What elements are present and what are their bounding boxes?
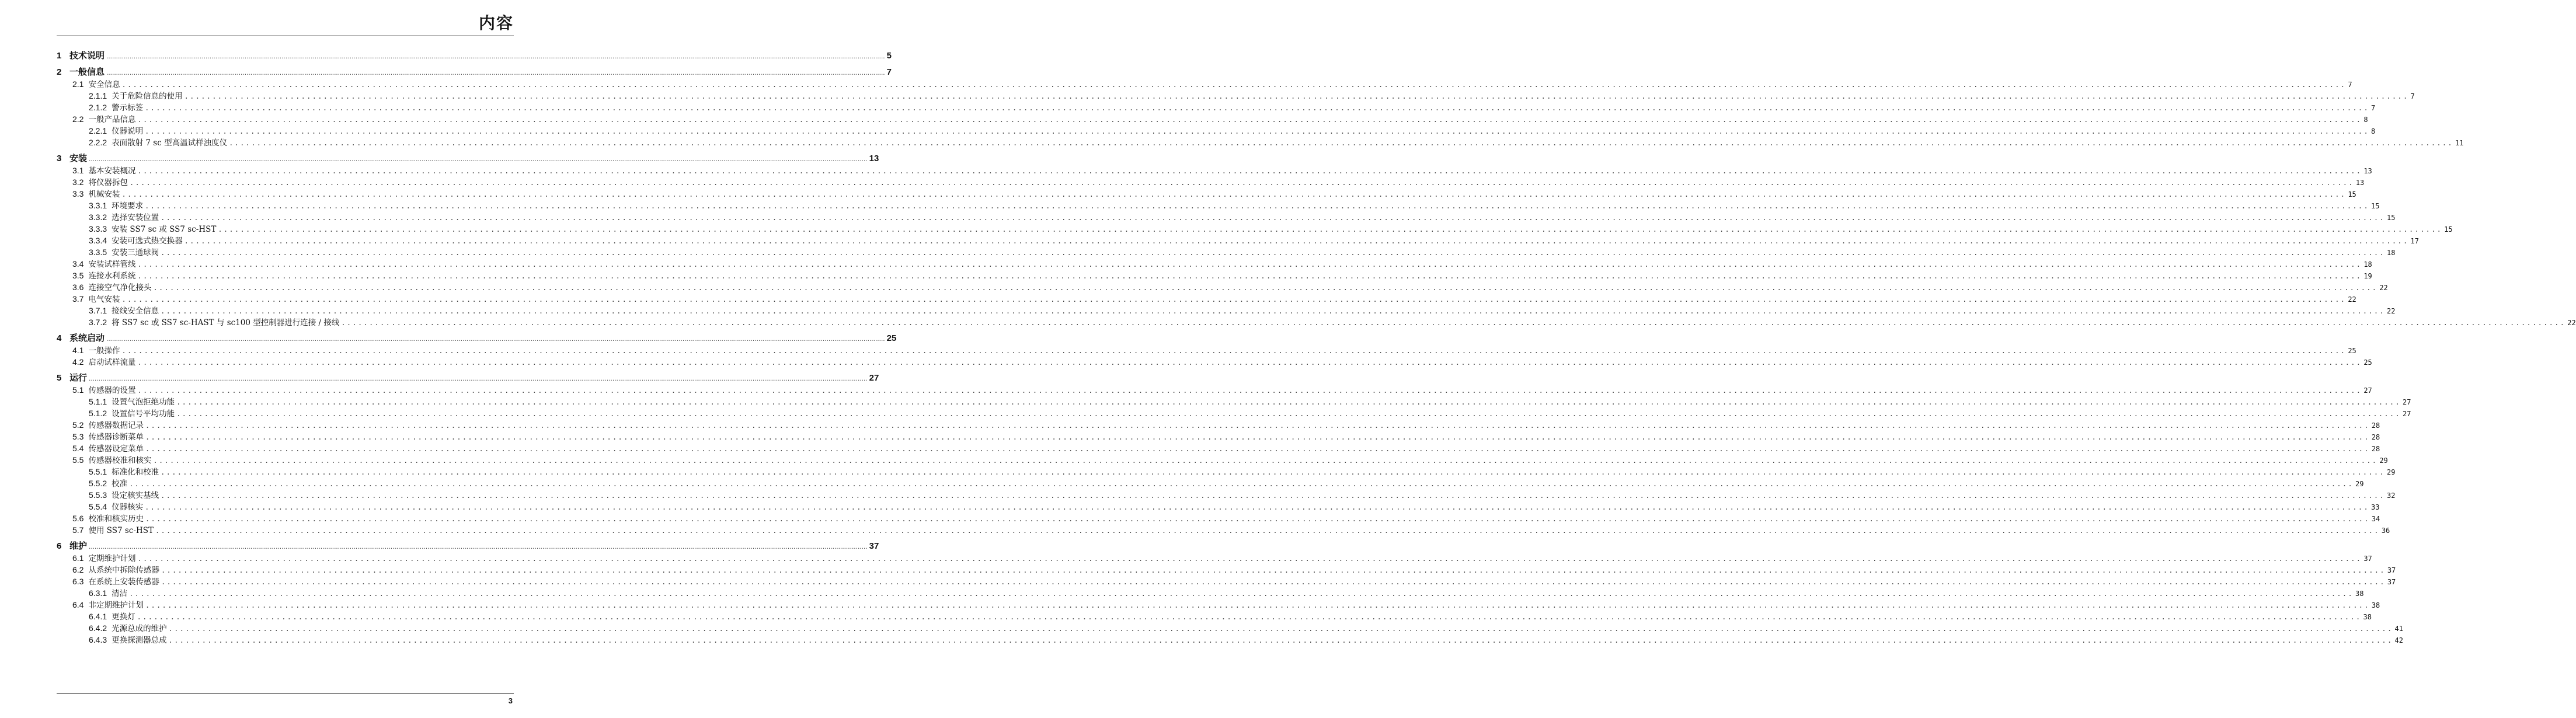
toc-entry-level2[interactable] xyxy=(57,599,2380,611)
toc-entry-page: 41 xyxy=(2394,625,2403,633)
toc-entry-title: 选择安装位置 xyxy=(112,213,159,222)
toc-entry-title: 使用 SS7 sc-HST xyxy=(88,526,154,535)
toc-entry-page: 36 xyxy=(2381,527,2390,535)
toc-entry-page: 27 xyxy=(2402,398,2411,406)
toc-entry-page: 42 xyxy=(2394,636,2403,644)
toc-entry-title: 一般信息 xyxy=(69,67,105,77)
toc-entry-level3[interactable] xyxy=(57,200,2380,211)
toc-entry-page: 29 xyxy=(2355,480,2364,488)
toc-entry-page: 22 xyxy=(2567,319,2576,327)
toc-entry-page: 7 xyxy=(886,67,892,77)
toc-entry-level2[interactable] xyxy=(57,419,2380,431)
toc-entry-page: 15 xyxy=(2370,202,2380,210)
toc-dot-leader: ................................................................................................................................................................................................................................................................................................................................................................................................................ xyxy=(168,636,2393,644)
toc-entry-title: 设置气泡拒绝功能 xyxy=(112,398,175,407)
toc-dot-leader: ................................................................................................................................................................................................................................................................................................................................................................................................................ xyxy=(89,155,868,163)
toc-entry-title: 技术说明 xyxy=(69,51,105,61)
toc-entry-page: 25 xyxy=(2348,347,2356,355)
toc-entry-number: 6.2 xyxy=(72,565,84,574)
toc-dot-leader: ................................................................................................................................................................................................................................................................................................................................................................................................................ xyxy=(89,542,868,550)
toc-entry-title: 一般产品信息 xyxy=(88,115,136,124)
toc-dot-leader: ................................................................................................................................................................................................................................................................................................................................................................................................................ xyxy=(161,492,2385,500)
toc-entry-number: 3.1 xyxy=(72,166,84,175)
toc-entry-level2[interactable] xyxy=(57,513,2380,524)
toc-entry-page: 8 xyxy=(2370,127,2376,135)
toc-entry-level2[interactable] xyxy=(57,165,2372,176)
toc-entry-page: 38 xyxy=(2363,613,2372,621)
toc-entry-page: 15 xyxy=(2386,214,2396,222)
toc-entry-page: 38 xyxy=(2355,590,2364,598)
toc-entry-number: 3.7 xyxy=(72,294,84,304)
page-number: 3 xyxy=(508,696,513,705)
toc-entry-page: 15 xyxy=(2444,225,2453,233)
toc-entry-title: 电气安装 xyxy=(88,295,120,304)
toc-dot-leader: ................................................................................................................................................................................................................................................................................................................................................................................................................ xyxy=(176,410,2401,418)
toc-entry-number: 5.5.1 xyxy=(89,467,107,476)
toc-dot-leader: ................................................................................................................................................................................................................................................................................................................................................................................................................ xyxy=(145,433,2370,441)
toc-dot-leader: ................................................................................................................................................................................................................................................................................................................................................................................................................ xyxy=(129,179,2354,187)
toc-entry-level3[interactable] xyxy=(57,90,2415,102)
toc-entry-title: 基本安装概况 xyxy=(88,166,136,176)
toc-entry-number: 6.4.3 xyxy=(89,635,107,644)
toc-entry-level3[interactable] xyxy=(57,489,2396,501)
toc-dot-leader: ................................................................................................................................................................................................................................................................................................................................................................................................................ xyxy=(229,139,2453,147)
toc-entry-page: 33 xyxy=(2370,503,2380,511)
toc-entry-number: 6.4.1 xyxy=(89,612,107,621)
toc-dot-leader: ................................................................................................................................................................................................................................................................................................................................................................................................................ xyxy=(145,421,2370,430)
page-title: 内容 xyxy=(478,13,514,33)
toc-entry-level2[interactable] xyxy=(57,552,2372,564)
toc-entry-level2[interactable] xyxy=(57,113,2368,125)
toc-entry-level3[interactable] xyxy=(57,477,2364,489)
toc-dot-leader: ................................................................................................................................................................................................................................................................................................................................................................................................................ xyxy=(161,214,2385,222)
toc-entry-title: 环境要求 xyxy=(112,201,144,211)
toc-entry-title: 传感器设定菜单 xyxy=(88,444,144,454)
toc-entry-title: 安装三通球阀 xyxy=(112,248,159,257)
toc-entry-title: 校准和核实历史 xyxy=(88,514,144,524)
toc-entry-number: 3.5 xyxy=(72,271,84,280)
toc-entry-level1[interactable] xyxy=(57,541,879,552)
toc-entry-page: 34 xyxy=(2371,515,2380,523)
toc-entry-title: 系统启动 xyxy=(69,333,105,343)
toc-entry-number: 2.2 xyxy=(72,114,84,124)
toc-entry-number: 3.2 xyxy=(72,177,84,187)
toc-dot-leader: ................................................................................................................................................................................................................................................................................................................................................................................................................ xyxy=(176,398,2401,406)
toc-entry-title: 将 SS7 sc 或 SS7 sc-HAST 与 sc100 型控制器进行连接 / 接线 xyxy=(112,318,340,327)
toc-entry-number: 4.1 xyxy=(72,346,84,355)
toc-entry-page: 8 xyxy=(2363,116,2368,124)
toc-dot-leader: ................................................................................................................................................................................................................................................................................................................................................................................................................ xyxy=(161,566,2386,574)
toc-entry-title: 清洁 xyxy=(112,589,128,598)
toc-entry-title: 标准化和校准 xyxy=(112,468,159,477)
toc-entry-level3[interactable] xyxy=(57,634,2403,646)
toc-entry-title: 仪器说明 xyxy=(112,127,144,136)
toc-entry-page: 37 xyxy=(2363,555,2372,563)
toc-entry-level3[interactable] xyxy=(57,305,2396,316)
toc-dot-leader: ................................................................................................................................................................................................................................................................................................................................................................................................................ xyxy=(168,625,2393,633)
toc-entry-number: 3.6 xyxy=(72,283,84,292)
toc-entry-page: 32 xyxy=(2386,492,2396,500)
toc-entry-number: 5.5.3 xyxy=(89,490,107,500)
toc-entry-number: 2.2.1 xyxy=(89,126,107,135)
toc-entry-page: 27 xyxy=(869,373,879,383)
toc-entry-number: 6.3.1 xyxy=(89,588,107,598)
toc-entry-title: 一般操作 xyxy=(88,346,120,355)
toc-entry-page: 37 xyxy=(2387,578,2396,586)
toc-entry-level2[interactable] xyxy=(57,78,2352,90)
toc-entry-level2[interactable] xyxy=(57,293,2356,305)
toc-entry-level1[interactable] xyxy=(57,50,892,62)
toc-entry-title: 光源总成的维护 xyxy=(112,624,167,633)
toc-entry-number: 5.1.2 xyxy=(89,409,107,418)
toc-entry-title: 启动试样流量 xyxy=(88,358,136,367)
toc-entry-number: 3 xyxy=(57,154,62,163)
toc-dot-leader: ................................................................................................................................................................................................................................................................................................................................................................................................................ xyxy=(161,578,2386,586)
toc-entry-number: 2.1 xyxy=(72,79,84,89)
toc-entry-number: 2.1.2 xyxy=(89,103,107,112)
toc-entry-level1[interactable] xyxy=(57,67,892,78)
toc-entry-level3[interactable] xyxy=(57,316,2576,328)
toc-entry-title: 校准 xyxy=(112,479,128,489)
toc-entry-page: 37 xyxy=(869,541,879,551)
toc-dot-leader: ................................................................................................................................................................................................................................................................................................................................................................................................................ xyxy=(153,284,2378,292)
toc-dot-leader: ................................................................................................................................................................................................................................................................................................................................................................................................................ xyxy=(161,307,2385,315)
toc-entry-level2[interactable] xyxy=(57,188,2356,200)
toc-entry-number: 3.3.2 xyxy=(89,212,107,222)
toc-entry-number: 6 xyxy=(57,541,62,551)
toc-entry-level3[interactable] xyxy=(57,235,2419,246)
toc-dot-leader: ................................................................................................................................................................................................................................................................................................................................................................................................................ xyxy=(145,515,2370,523)
toc-entry-number: 5 xyxy=(57,373,62,383)
toc-entry-level3[interactable] xyxy=(57,611,2372,622)
toc-entry-page: 13 xyxy=(2355,179,2365,187)
toc-entry-level2[interactable] xyxy=(57,281,2388,293)
toc-dot-leader: ................................................................................................................................................................................................................................................................................................................................................................................................................ xyxy=(145,202,2369,210)
toc-entry-level2[interactable] xyxy=(57,442,2380,454)
toc-entry-title: 仪器核实 xyxy=(112,503,144,512)
footer-divider xyxy=(57,693,514,694)
toc-dot-leader: ................................................................................................................................................................................................................................................................................................................................................................................................................ xyxy=(137,167,2362,175)
toc-entry-level2[interactable] xyxy=(57,270,2372,281)
toc-entry-level3[interactable] xyxy=(57,407,2411,419)
toc-dot-leader: ................................................................................................................................................................................................................................................................................................................................................................................................................ xyxy=(341,319,2566,327)
toc-entry-title: 传感器校准和核实 xyxy=(88,456,152,465)
toc-dot-leader: ................................................................................................................................................................................................................................................................................................................................................................................................................ xyxy=(137,358,2362,367)
toc-entry-page: 13 xyxy=(2363,167,2372,175)
toc-entry-number: 5.1 xyxy=(72,385,84,395)
toc-entry-page: 27 xyxy=(2402,410,2411,418)
toc-entry-level3[interactable] xyxy=(57,223,2453,235)
toc-entry-title: 设定核实基线 xyxy=(112,491,159,500)
toc-dot-leader: ................................................................................................................................................................................................................................................................................................................................................................................................................ xyxy=(153,456,2378,465)
toc-entry-number: 5.2 xyxy=(72,420,84,430)
toc-entry-number: 4.2 xyxy=(72,357,84,367)
toc-entry-title: 更换灯 xyxy=(112,612,135,622)
toc-entry-title: 安装试样管线 xyxy=(88,260,136,269)
toc-dot-leader: ................................................................................................................................................................................................................................................................................................................................................................................................................ xyxy=(145,601,2370,609)
toc-entry-level2[interactable] xyxy=(57,258,2372,270)
table-of-contents xyxy=(57,50,2576,646)
toc-dot-leader: ................................................................................................................................................................................................................................................................................................................................................................................................................ xyxy=(137,116,2362,124)
toc-entry-number: 5.6 xyxy=(72,514,84,523)
toc-entry-level3[interactable] xyxy=(57,501,2380,513)
toc-entry-page: 7 xyxy=(2348,81,2352,89)
toc-entry-level3[interactable] xyxy=(57,211,2396,223)
toc-entry-title: 安装 xyxy=(69,154,88,163)
toc-entry-title: 关于危险信息的使用 xyxy=(112,92,183,101)
toc-entry-page: 18 xyxy=(2386,249,2396,257)
toc-dot-leader: ................................................................................................................................................................................................................................................................................................................................................................................................................ xyxy=(129,590,2354,598)
toc-entry-title: 机械安装 xyxy=(88,190,120,199)
toc-dot-leader: ................................................................................................................................................................................................................................................................................................................................................................................................................ xyxy=(145,104,2369,112)
toc-dot-leader: ................................................................................................................................................................................................................................................................................................................................................................................................................ xyxy=(145,503,2369,511)
toc-entry-number: 5.7 xyxy=(72,525,84,535)
toc-entry-number: 3.3.4 xyxy=(89,236,107,245)
toc-entry-number: 2 xyxy=(57,67,62,77)
toc-entry-level3[interactable] xyxy=(57,396,2411,407)
toc-entry-page: 25 xyxy=(886,333,897,343)
toc-entry-number: 5.1.1 xyxy=(89,397,107,406)
toc-entry-number: 5.5 xyxy=(72,455,84,465)
toc-entry-number: 3.7.1 xyxy=(89,306,107,315)
toc-entry-level1[interactable] xyxy=(57,153,879,165)
toc-dot-leader: ................................................................................................................................................................................................................................................................................................................................................................................................................ xyxy=(121,295,2347,304)
toc-entry-page: 37 xyxy=(2387,566,2396,574)
toc-entry-title: 从系统中拆除传感器 xyxy=(88,566,159,575)
toc-entry-title: 传感器的设置 xyxy=(88,386,136,395)
toc-entry-title: 设置信号平均功能 xyxy=(112,409,175,419)
toc-entry-page: 22 xyxy=(2386,307,2396,315)
toc-entry-number: 3.3 xyxy=(72,189,84,198)
toc-entry-level3[interactable] xyxy=(57,102,2376,113)
toc-entry-title: 传感器数据记录 xyxy=(88,421,144,430)
toc-entry-page: 7 xyxy=(2410,92,2415,100)
toc-entry-level2[interactable] xyxy=(57,356,2372,368)
toc-dot-leader: ................................................................................................................................................................................................................................................................................................................................................................................................................ xyxy=(121,347,2347,355)
toc-entry-level1[interactable] xyxy=(57,372,879,384)
toc-entry-number: 6.1 xyxy=(72,553,84,563)
toc-entry-number: 3.3.3 xyxy=(89,224,107,233)
toc-entry-number: 3.7.2 xyxy=(89,318,107,327)
toc-dot-leader: ................................................................................................................................................................................................................................................................................................................................................................................................................ xyxy=(137,260,2362,269)
toc-dot-leader: ................................................................................................................................................................................................................................................................................................................................................................................................................ xyxy=(161,249,2385,257)
toc-entry-title: 表面散射 7 sc 型高温试样浊度仪 xyxy=(112,138,228,148)
toc-entry-number: 3.4 xyxy=(72,259,84,269)
toc-entry-page: 38 xyxy=(2371,601,2380,609)
toc-entry-number: 4 xyxy=(57,333,62,343)
toc-entry-number: 5.4 xyxy=(72,444,84,453)
toc-entry-page: 19 xyxy=(2363,272,2372,280)
toc-dot-leader: ................................................................................................................................................................................................................................................................................................................................................................................................................ xyxy=(218,225,2443,233)
toc-entry-level2[interactable] xyxy=(57,344,2356,356)
toc-entry-page: 25 xyxy=(2363,358,2372,367)
toc-entry-level1[interactable] xyxy=(57,333,897,344)
toc-entry-level2[interactable] xyxy=(57,576,2396,587)
toc-entry-page: 18 xyxy=(2363,260,2372,269)
toc-dot-leader: ................................................................................................................................................................................................................................................................................................................................................................................................................ xyxy=(145,445,2370,453)
toc-dot-leader: ................................................................................................................................................................................................................................................................................................................................................................................................................ xyxy=(137,613,2362,621)
toc-dot-leader: ................................................................................................................................................................................................................................................................................................................................................................................................................ xyxy=(129,480,2354,488)
toc-entry-number: 6.4 xyxy=(72,600,84,609)
toc-entry-level3[interactable] xyxy=(57,466,2396,477)
toc-entry-title: 接线安全信息 xyxy=(112,306,159,316)
toc-entry-page: 28 xyxy=(2371,433,2380,441)
toc-entry-title: 传感器诊断菜单 xyxy=(88,433,144,442)
toc-entry-level3[interactable] xyxy=(57,246,2396,258)
toc-entry-level3[interactable] xyxy=(57,137,2464,148)
toc-entry-number: 3.3.5 xyxy=(89,248,107,257)
toc-entry-number: 6.4.2 xyxy=(89,623,107,633)
toc-dot-leader: ................................................................................................................................................................................................................................................................................................................................................................................................................ xyxy=(155,527,2380,535)
toc-entry-number: 5.5.4 xyxy=(89,502,107,511)
toc-entry-title: 安装 SS7 sc 或 SS7 sc-HST xyxy=(112,225,217,234)
toc-entry-level2[interactable] xyxy=(57,524,2390,536)
toc-entry-title: 更换探测器总成 xyxy=(112,636,167,645)
toc-entry-title: 定期维护计划 xyxy=(88,554,136,563)
toc-entry-page: 29 xyxy=(2379,456,2388,465)
toc-entry-number: 2.1.1 xyxy=(89,91,107,100)
toc-entry-level2[interactable] xyxy=(57,564,2396,576)
toc-entry-page: 17 xyxy=(2410,237,2419,245)
toc-entry-level2[interactable] xyxy=(57,384,2372,396)
toc-entry-page: 29 xyxy=(2386,468,2396,476)
toc-dot-leader: ................................................................................................................................................................................................................................................................................................................................................................................................................ xyxy=(106,52,885,60)
toc-entry-level2[interactable] xyxy=(57,454,2388,466)
toc-dot-leader: ................................................................................................................................................................................................................................................................................................................................................................................................................ xyxy=(161,468,2385,476)
toc-dot-leader: ................................................................................................................................................................................................................................................................................................................................................................................................................ xyxy=(145,127,2369,135)
toc-dot-leader: ................................................................................................................................................................................................................................................................................................................................................................................................................ xyxy=(121,190,2347,198)
toc-entry-page: 28 xyxy=(2371,445,2380,453)
toc-dot-leader: ................................................................................................................................................................................................................................................................................................................................................................................................................ xyxy=(184,237,2409,245)
toc-entry-title: 安全信息 xyxy=(88,80,120,89)
toc-entry-level3[interactable] xyxy=(57,125,2376,137)
toc-entry-number: 6.3 xyxy=(72,577,84,586)
toc-dot-leader: ................................................................................................................................................................................................................................................................................................................................................................................................................ xyxy=(106,68,885,76)
toc-entry-number: 5.5.2 xyxy=(89,479,107,488)
toc-entry-page: 7 xyxy=(2370,104,2376,112)
toc-entry-level2[interactable] xyxy=(57,176,2365,188)
toc-entry-page: 13 xyxy=(869,154,879,163)
toc-entry-page: 11 xyxy=(2455,139,2464,147)
toc-entry-number: 2.2.2 xyxy=(89,138,107,147)
toc-dot-leader: ................................................................................................................................................................................................................................................................................................................................................................................................................ xyxy=(137,386,2362,395)
toc-entry-page: 22 xyxy=(2379,284,2388,292)
toc-entry-page: 22 xyxy=(2348,295,2356,304)
toc-dot-leader: ................................................................................................................................................................................................................................................................................................................................................................................................................ xyxy=(184,92,2409,100)
toc-entry-title: 在系统上安装传感器 xyxy=(88,577,159,587)
toc-entry-page: 15 xyxy=(2348,190,2356,198)
toc-entry-number: 3.3.1 xyxy=(89,201,107,210)
toc-dot-leader: ................................................................................................................................................................................................................................................................................................................................................................................................................ xyxy=(137,555,2362,563)
toc-dot-leader: ................................................................................................................................................................................................................................................................................................................................................................................................................ xyxy=(121,81,2347,89)
toc-entry-title: 安装可选式热交换器 xyxy=(112,236,183,246)
toc-dot-leader: ................................................................................................................................................................................................................................................................................................................................................................................................................ xyxy=(137,272,2362,280)
toc-dot-leader: ................................................................................................................................................................................................................................................................................................................................................................................................................ xyxy=(106,334,885,343)
toc-entry-page: 5 xyxy=(886,51,892,61)
toc-entry-title: 非定期维护计划 xyxy=(88,601,144,610)
toc-entry-title: 连接空气净化接头 xyxy=(88,283,152,292)
toc-dot-leader: ................................................................................................................................................................................................................................................................................................................................................................................................................ xyxy=(89,374,868,382)
toc-entry-number: 1 xyxy=(57,51,62,61)
toc-entry-page: 28 xyxy=(2371,421,2380,430)
toc-entry-number: 5.3 xyxy=(72,432,84,441)
toc-entry-page: 27 xyxy=(2363,386,2372,395)
toc-entry-title: 将仪器拆包 xyxy=(88,178,128,187)
toc-entry-title: 警示标签 xyxy=(112,103,144,113)
toc-entry-level3[interactable] xyxy=(57,587,2364,599)
toc-entry-title: 运行 xyxy=(69,373,88,383)
toc-entry-title: 连接水利系统 xyxy=(88,271,136,281)
toc-entry-title: 维护 xyxy=(69,541,88,551)
toc-entry-level3[interactable] xyxy=(57,622,2403,634)
toc-entry-level2[interactable] xyxy=(57,431,2380,442)
